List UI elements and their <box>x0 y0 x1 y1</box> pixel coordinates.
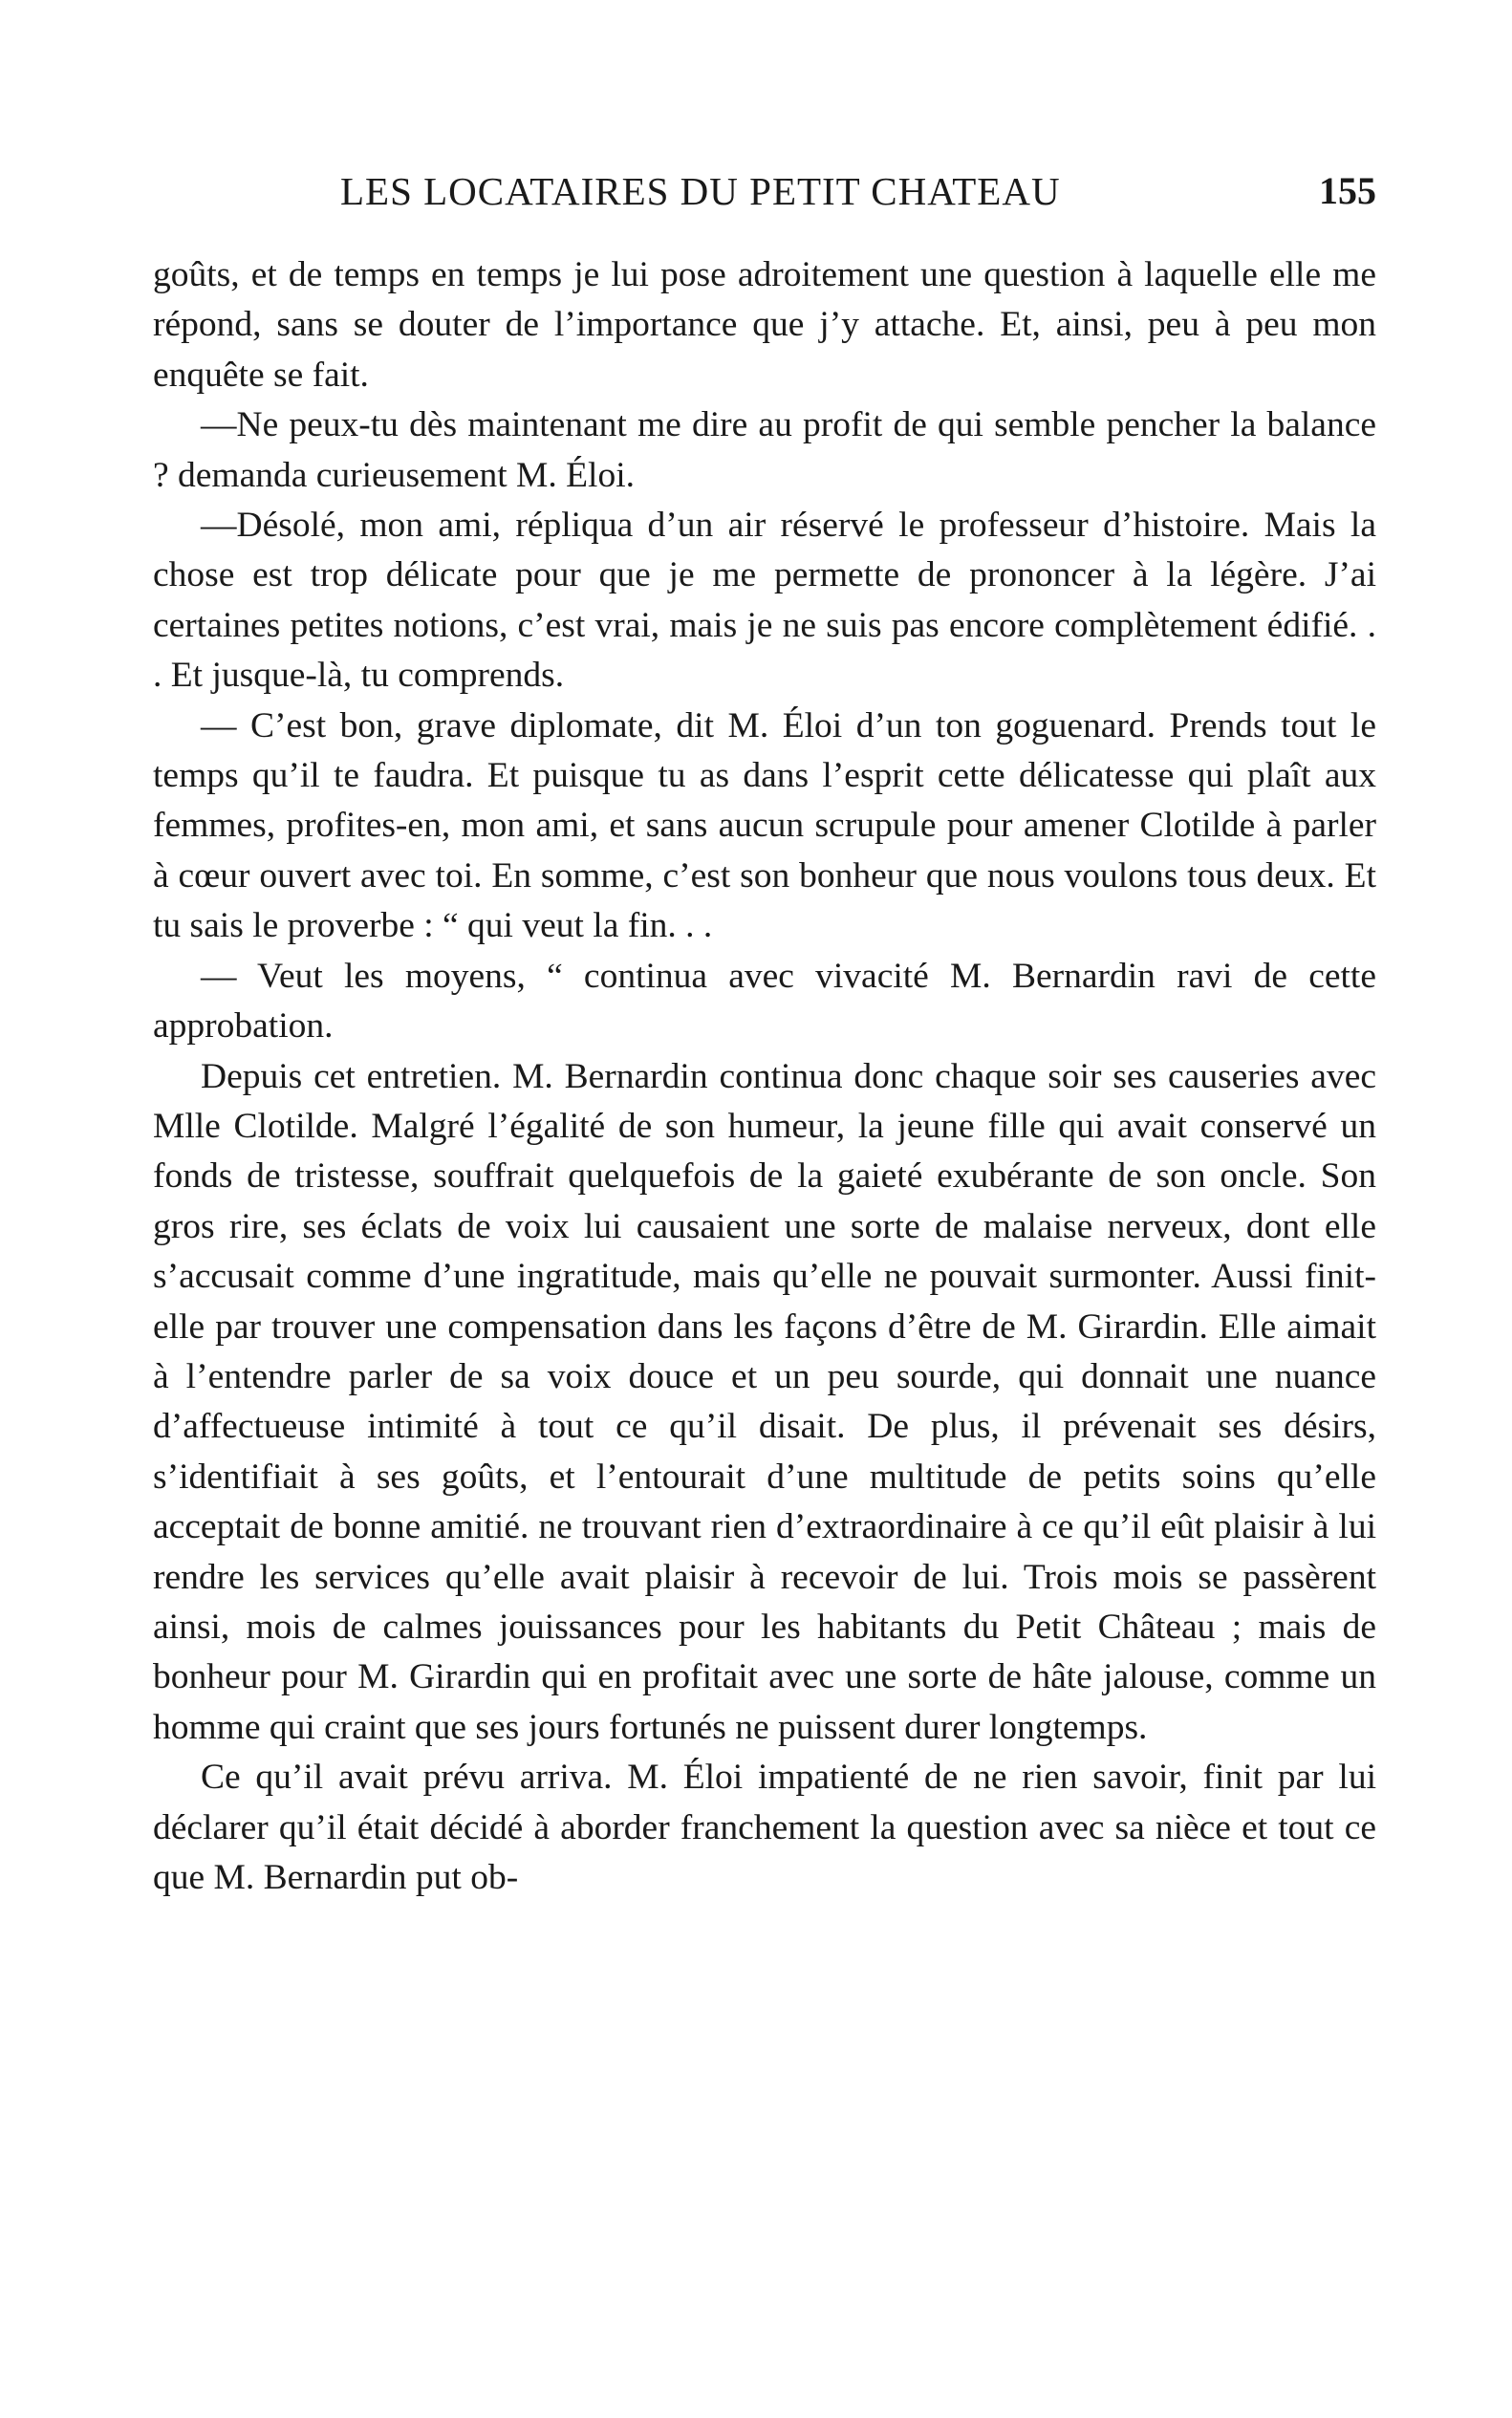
paragraph: —Ne peux-tu dès maintenant me dire au profit de qui semble pencher la balance ? demanda curieusement M. Éloi. <box>153 405 1376 495</box>
paragraph: —Désolé, mon ami, répliqua d’un air réservé le professeur d’histoire. Mais la chose est trop délicate pour que je me permette de prononcer à la légère. J’ai certaines petites notions, c’est vrai, mais je ne suis pas encore complètement édifié. . . Et jusque-là, tu comprends. <box>153 506 1376 696</box>
paragraph: — C’est bon, grave diplomate, dit M. Éloi d’un ton goguenard. Prends tout le temps qu’il te faudra. Et puisque tu as dans l’esprit cette délicatesse qui plaît aux femmes, profites-en, mon ami, et sans aucun scrupule pour amener Clotilde à parler à cœur ouvert avec toi. En somme, c’est son bonheur que nous voulons tous deux. Et tu sais le proverbe : “ qui veut la fin. . . <box>153 705 1376 946</box>
running-title: LES LOCATAIRES DU PETIT CHATEAU <box>340 169 1061 213</box>
running-head <box>153 168 1376 226</box>
paragraph: — Veut les moyens, “ continua avec vivacité M. Bernardin ravi de cette approbation. <box>153 956 1376 1047</box>
body-text <box>153 250 1376 1903</box>
paragraph: goûts, et de temps en temps je lui pose adroitement une question à laquelle elle me répond, sans se douter de l’importance que j’y attache. Et, ainsi, peu à peu mon enquête se fait. <box>153 255 1376 395</box>
page-number: 155 <box>1319 169 1376 212</box>
paragraph: Ce qu’il avait prévu arriva. M. Éloi impatienté de ne rien savoir, finit par lui déclarer qu’il était décidé à aborder franchement la question avec sa nièce et tout ce que M. Bernardin put ob- <box>153 1758 1376 1897</box>
paragraph: Depuis cet entretien. M. Bernardin continua donc chaque soir ses causeries avec Mlle Clotilde. Malgré l’égalité de son humeur, la jeune fille qui avait conservé un fonds de tristesse, souffrait quelquefois de la gaieté exubérante de son oncle. Son gros rire, ses éclats de voix lui causaient une sorte de malaise nerveux, dont elle s’accusait comme d’une ingratitude, mais qu’elle ne pouvait surmonter. Aussi finit-elle par trouver une compensation dans les façons d’être de M. Girardin. Elle aimait à l’entendre parler de sa voix douce et un peu sourde, qui donnait une nuance d’affectueuse intimité à tout ce qu’il disait. De plus, il prévenait ses désirs, s’identifiait à ses goûts, et l’entourait d’une multitude de petits soins qu’elle acceptait de bonne amitié. ne trouvant rien d’extraordinaire à ce qu’il eût plaisir à lui rendre les services qu’elle avait plaisir à recevoir de lui. Trois mois se passèrent ainsi, mois de calmes jouissances pour les habitants du Petit Château ; mais de bonheur pour M. Girardin qui en profitait avec une sorte de hâte jalouse, comme un homme qui craint que ses jours fortunés ne puissent durer longtemps. <box>153 1056 1376 1747</box>
